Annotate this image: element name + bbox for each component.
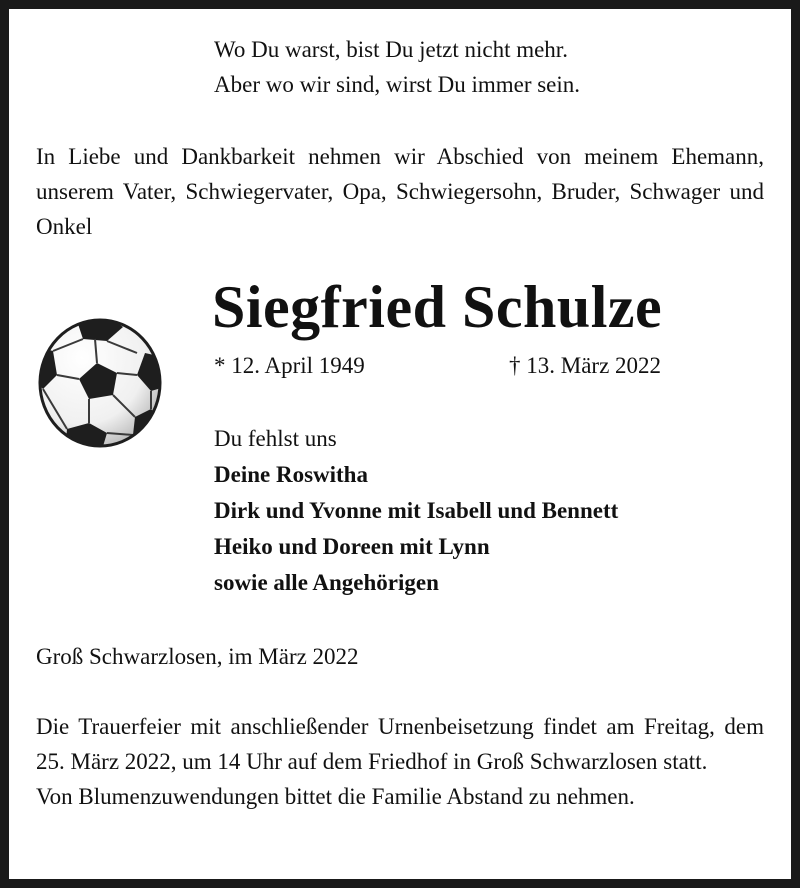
poem-line-2: Aber wo wir sind, wirst Du immer sein.	[214, 72, 581, 97]
poem	[214, 32, 580, 102]
poem-line-1: Wo Du warst, bist Du jetzt nicht mehr.	[214, 37, 568, 62]
funeral-service-info	[36, 709, 764, 814]
service-text: Die Trauerfeier mit anschließender Urnenbeisetzung findet am Freitag, dem 25. März 2022, um 14 Uhr auf dem Friedhof in Groß Schwarzlosen statt.	[36, 714, 764, 774]
soccer-ball-icon	[37, 317, 163, 449]
birth-date: * 12. April 1949	[214, 353, 365, 378]
mourner-name: sowie alle Angehörigen	[214, 570, 439, 595]
death-date: † 13. März 2022	[509, 353, 662, 378]
mourners	[214, 421, 618, 601]
mourners-intro: Du fehlst uns	[214, 426, 337, 451]
mourner-name: Dirk und Yvonne mit Isabell und Bennett	[214, 498, 619, 523]
obituary-notice	[9, 9, 791, 879]
mourner-name: Deine Roswitha	[214, 462, 368, 487]
place-date: Groß Schwarzlosen, im März 2022	[36, 644, 359, 669]
intro-text: In Liebe und Dankbarkeit nehmen wir Abschied von meinem Ehemann, unserem Vater, Schwiegervater, Opa, Schwiegersohn, Bruder, Schwager und Onkel	[36, 144, 764, 239]
flowers-note: Von Blumenzuwendungen bittet die Familie Abstand zu nehmen.	[36, 784, 635, 809]
mourner-name: Heiko und Doreen mit Lynn	[214, 534, 490, 559]
deceased-name: Siegfried Schulze	[212, 274, 663, 340]
